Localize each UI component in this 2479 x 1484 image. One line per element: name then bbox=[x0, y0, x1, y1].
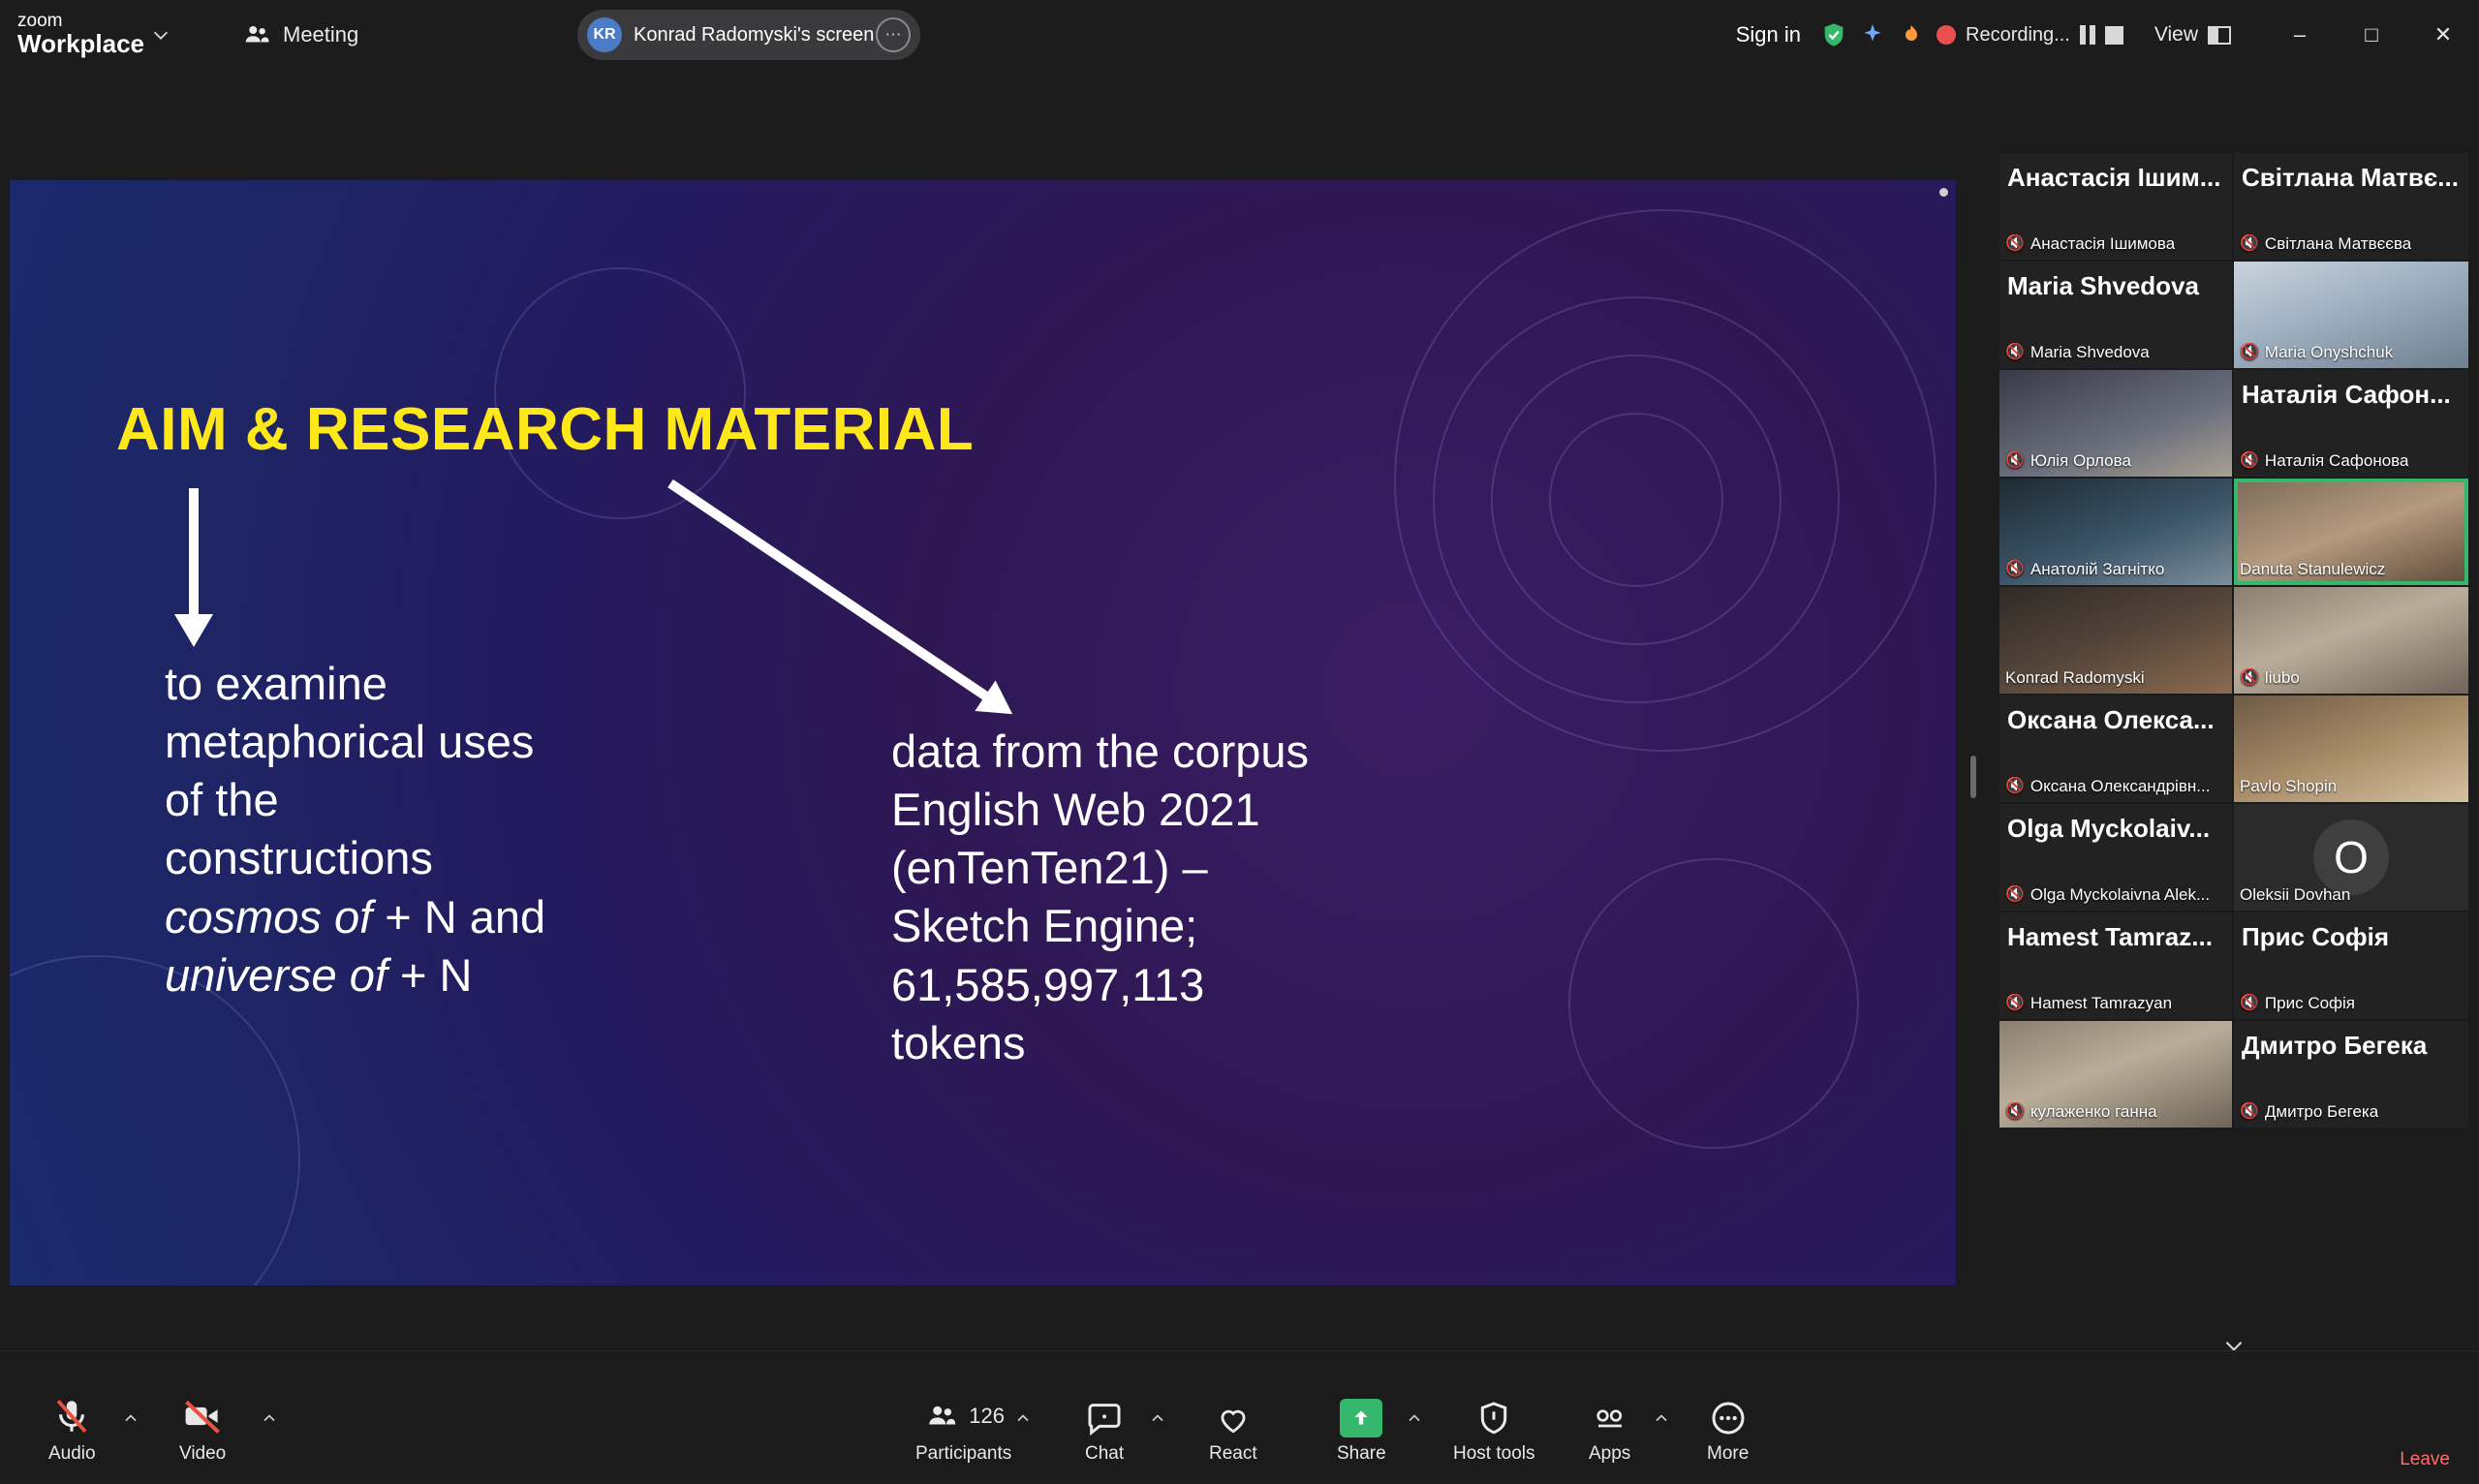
participant-gallery bbox=[1999, 153, 2468, 1325]
slide-left-text bbox=[165, 655, 707, 1005]
participant-tile[interactable] bbox=[1999, 479, 2232, 585]
more-button[interactable] bbox=[1697, 1389, 1758, 1470]
share-label: Share bbox=[1337, 1443, 1386, 1464]
slide-left-line: metaphorical uses bbox=[165, 716, 535, 768]
participant-name-label: Прис Софія bbox=[2264, 994, 2356, 1012]
shield-check-icon[interactable] bbox=[1814, 15, 1853, 54]
participant-tile[interactable] bbox=[1999, 696, 2232, 802]
construction-italic: cosmos of bbox=[165, 890, 373, 943]
participant-tile[interactable] bbox=[2234, 587, 2468, 694]
close-icon[interactable]: ✕ bbox=[2433, 22, 2453, 46]
slide-left-construction-1 bbox=[165, 888, 707, 946]
participant-big-name: Оксана Олекса... bbox=[2007, 705, 2215, 734]
microphone-muted-icon bbox=[51, 1395, 92, 1438]
participant-name bbox=[2240, 1102, 2378, 1122]
participant-name bbox=[2240, 560, 2385, 579]
participant-tile[interactable] bbox=[1999, 153, 2232, 260]
title-bar bbox=[0, 0, 2479, 70]
slide-right-line: English Web 2021 bbox=[891, 784, 1260, 836]
participants-count: 126 bbox=[969, 1404, 1005, 1428]
participant-name bbox=[2240, 451, 2408, 471]
host-tools-label: Host tools bbox=[1453, 1443, 1535, 1464]
participant-big-name: Olga Myckolaiv... bbox=[2007, 814, 2211, 843]
participant-tile[interactable] bbox=[2234, 804, 2468, 911]
participants-button[interactable] bbox=[906, 1389, 1021, 1470]
participant-name-label: Дмитро Бегека bbox=[2264, 1102, 2379, 1121]
mic-muted-icon: 🔇 bbox=[2240, 1103, 2259, 1120]
participant-name-label: Наталія Сафонова bbox=[2264, 451, 2409, 470]
chat-bubble-icon bbox=[1085, 1395, 1124, 1438]
video-button[interactable] bbox=[170, 1389, 235, 1470]
meeting-toolbar bbox=[0, 1350, 2479, 1484]
mic-muted-icon: 🔇 bbox=[2240, 344, 2259, 360]
participant-tile[interactable] bbox=[2234, 370, 2468, 477]
window-controls bbox=[2264, 0, 2479, 70]
participant-tile[interactable] bbox=[2234, 262, 2468, 368]
decorative-circle bbox=[494, 267, 746, 519]
chevron-down-icon[interactable] bbox=[139, 14, 182, 56]
layout-icon bbox=[2208, 26, 2231, 45]
camera-muted-icon bbox=[180, 1395, 225, 1438]
minimize-icon[interactable]: – bbox=[2293, 22, 2307, 46]
audio-options-chevron-up-icon[interactable] bbox=[121, 1408, 140, 1428]
slide-right-line: 61,585,997,113 bbox=[891, 958, 1205, 1010]
zoom-logo-line2: Workplace bbox=[17, 29, 145, 59]
avatar: KR bbox=[587, 17, 622, 52]
react-button[interactable] bbox=[1199, 1389, 1267, 1470]
meeting-tab[interactable] bbox=[242, 20, 358, 49]
avatar: O bbox=[2313, 819, 2389, 895]
participant-name bbox=[2240, 777, 2337, 796]
participant-name-label: Maria Onyshchuk bbox=[2264, 343, 2394, 361]
slide-right-line: data from the corpus bbox=[891, 726, 1310, 777]
participant-name bbox=[2005, 885, 2210, 905]
participant-name-label: Oleksii Dovhan bbox=[2240, 885, 2351, 904]
slide-right-line: (enTenTen21) – bbox=[891, 842, 1208, 894]
sign-in-button[interactable]: Sign in bbox=[1735, 22, 1802, 46]
arrow-down-icon bbox=[189, 488, 199, 616]
participant-name bbox=[2005, 777, 2210, 796]
recording-dot-icon bbox=[1937, 25, 1956, 45]
mic-muted-icon: 🔇 bbox=[2240, 235, 2259, 252]
audio-label: Audio bbox=[48, 1443, 96, 1464]
share-screen-icon bbox=[1340, 1395, 1382, 1438]
construction-italic: universe of bbox=[165, 948, 387, 1001]
screen-share-dot-icon bbox=[1939, 188, 1948, 197]
participant-big-name: Прис Софія bbox=[2242, 922, 2390, 951]
share-options-chevron-up-icon[interactable] bbox=[1405, 1408, 1424, 1428]
share-button[interactable] bbox=[1327, 1389, 1396, 1470]
mic-muted-icon: 🔇 bbox=[2005, 452, 2025, 469]
participant-big-name: Maria Shvedova bbox=[2007, 271, 2199, 300]
audio-button[interactable] bbox=[39, 1389, 106, 1470]
construction-tail: + N and bbox=[372, 890, 546, 943]
construction-tail: + N bbox=[387, 948, 473, 1001]
participant-big-name: Світлана Матвє... bbox=[2242, 163, 2459, 192]
react-label: React bbox=[1209, 1443, 1257, 1464]
participants-options-chevron-up-icon[interactable] bbox=[1013, 1408, 1033, 1428]
slide-right-text bbox=[891, 723, 1472, 1072]
apps-label: Apps bbox=[1589, 1443, 1631, 1464]
slide-right-line: tokens bbox=[891, 1016, 1026, 1068]
zoom-logo-line1: zoom bbox=[17, 11, 63, 32]
participant-name-label: Анастасія Ішимова bbox=[2030, 234, 2176, 253]
shared-screen-pill[interactable] bbox=[577, 10, 920, 60]
title-bar-right bbox=[1722, 0, 2479, 70]
participant-name bbox=[2240, 994, 2355, 1013]
participant-big-name: Анастасія Ішим... bbox=[2007, 163, 2221, 192]
mic-muted-icon: 🔇 bbox=[2005, 235, 2025, 252]
mic-muted-icon: 🔇 bbox=[2005, 344, 2025, 360]
view-label: View bbox=[2154, 23, 2198, 46]
chat-button[interactable] bbox=[1075, 1389, 1133, 1470]
slide-left-line: constructions bbox=[165, 832, 433, 884]
participant-name bbox=[2240, 885, 2350, 905]
shared-screen-stage[interactable] bbox=[10, 180, 1956, 1285]
participant-name-label: кулаженко ганна bbox=[2030, 1102, 2157, 1121]
mic-muted-icon: 🔇 bbox=[2240, 995, 2259, 1011]
video-options-chevron-up-icon[interactable] bbox=[260, 1408, 279, 1428]
mic-muted-icon: 🔇 bbox=[2005, 1103, 2025, 1120]
slide-right-line: Sketch Engine; bbox=[891, 900, 1198, 952]
participant-name bbox=[2005, 343, 2150, 362]
participant-name bbox=[2005, 994, 2172, 1013]
apps-button[interactable] bbox=[1579, 1389, 1640, 1470]
apps-options-chevron-up-icon[interactable] bbox=[1652, 1408, 1671, 1428]
participant-name bbox=[2240, 343, 2393, 362]
pause-icon[interactable] bbox=[2080, 25, 2095, 45]
heart-icon bbox=[1214, 1395, 1253, 1438]
chat-options-chevron-up-icon[interactable] bbox=[1148, 1408, 1167, 1428]
mic-muted-icon: 🔇 bbox=[2240, 452, 2259, 469]
participant-big-name: Hamest Tamraz... bbox=[2007, 922, 2213, 951]
participant-name-label: Оксана Олександрівн... bbox=[2030, 777, 2211, 795]
video-label: Video bbox=[179, 1443, 227, 1464]
mic-muted-icon: 🔇 bbox=[2005, 995, 2025, 1011]
participant-name bbox=[2005, 1102, 2157, 1122]
chat-label: Chat bbox=[1085, 1443, 1125, 1464]
zoom-logo bbox=[17, 11, 145, 59]
ai-sparkle-icon[interactable] bbox=[1853, 15, 1892, 54]
participant-big-name: Наталія Сафон... bbox=[2242, 380, 2451, 409]
participant-tile[interactable] bbox=[2234, 696, 2468, 802]
participant-name bbox=[2240, 234, 2411, 254]
decorative-circle bbox=[1568, 858, 1859, 1149]
recording-label: Recording... bbox=[1966, 23, 2070, 46]
participant-name-label: Maria Shvedova bbox=[2030, 343, 2150, 361]
participant-tile[interactable] bbox=[2234, 153, 2468, 260]
decorative-circle bbox=[1394, 209, 1937, 752]
participant-name-label: Danuta Stanulewicz bbox=[2240, 560, 2386, 578]
splitter-handle[interactable] bbox=[1970, 756, 1976, 798]
participant-name bbox=[2005, 668, 2145, 688]
mic-muted-icon: 🔇 bbox=[2005, 778, 2025, 794]
slide-left-line: to examine bbox=[165, 658, 387, 709]
participant-tile[interactable] bbox=[1999, 370, 2232, 477]
mic-muted-icon: 🔇 bbox=[2005, 886, 2025, 903]
participant-name bbox=[2005, 560, 2164, 579]
participant-name-label: Olga Myckolaivna Alek... bbox=[2030, 885, 2211, 904]
participant-tile[interactable] bbox=[1999, 804, 2232, 911]
participant-big-name: Дмитро Бегека bbox=[2242, 1031, 2428, 1060]
participant-tile[interactable] bbox=[2234, 1021, 2468, 1128]
people-icon bbox=[922, 1395, 1005, 1438]
people-icon bbox=[242, 20, 271, 49]
meeting-tab-label: Meeting bbox=[283, 22, 359, 46]
decorative-circle bbox=[10, 955, 300, 1285]
participant-tile[interactable] bbox=[1999, 262, 2232, 368]
participant-tile-active-speaker[interactable] bbox=[2234, 479, 2468, 585]
slide-left-line: of the bbox=[165, 774, 279, 826]
flame-icon[interactable] bbox=[1892, 15, 1931, 54]
recording-indicator[interactable] bbox=[1937, 24, 2123, 46]
stop-icon[interactable] bbox=[2105, 26, 2123, 45]
participant-name-label: Юлія Орлова bbox=[2030, 451, 2131, 470]
participant-tile[interactable] bbox=[1999, 912, 2232, 1019]
host-tools-button[interactable] bbox=[1443, 1389, 1544, 1470]
mic-muted-icon: 🔇 bbox=[2240, 669, 2259, 686]
apps-grid-icon bbox=[1590, 1395, 1630, 1438]
more-label: More bbox=[1707, 1443, 1750, 1464]
mic-muted-icon: 🔇 bbox=[2005, 561, 2025, 577]
shield-icon bbox=[1474, 1395, 1513, 1438]
more-horizontal-icon[interactable]: ⋯ bbox=[876, 17, 911, 52]
participant-tile[interactable] bbox=[1999, 1021, 2232, 1128]
participant-name-label: liubo bbox=[2264, 668, 2300, 687]
slide-title: AIM & RESEARCH MATERIAL bbox=[116, 396, 975, 463]
more-dots-icon bbox=[1709, 1395, 1748, 1438]
arrow-diagonal-icon bbox=[667, 479, 994, 704]
view-button[interactable] bbox=[2145, 17, 2241, 52]
participant-name-label: Світлана Матвєєва bbox=[2264, 234, 2412, 253]
participant-name-label: Hamest Tamrazyan bbox=[2030, 994, 2173, 1012]
participant-name bbox=[2005, 234, 2175, 254]
participant-name bbox=[2240, 668, 2300, 688]
maximize-icon[interactable]: □ bbox=[2365, 22, 2378, 46]
participant-name-label: Pavlo Shopin bbox=[2240, 777, 2338, 795]
slide-left-construction-2 bbox=[165, 946, 707, 1005]
leave-button[interactable]: Leave bbox=[2400, 1449, 2450, 1469]
participant-tile[interactable] bbox=[2234, 912, 2468, 1019]
participant-name-label: Konrad Radomyski bbox=[2005, 668, 2145, 687]
participant-tile[interactable] bbox=[1999, 587, 2232, 694]
shared-screen-label: Konrad Radomyski's screen bbox=[634, 23, 875, 46]
participant-name-label: Анатолій Загнітко bbox=[2030, 560, 2165, 578]
participants-label: Participants bbox=[915, 1443, 1012, 1464]
participant-name bbox=[2005, 451, 2131, 471]
